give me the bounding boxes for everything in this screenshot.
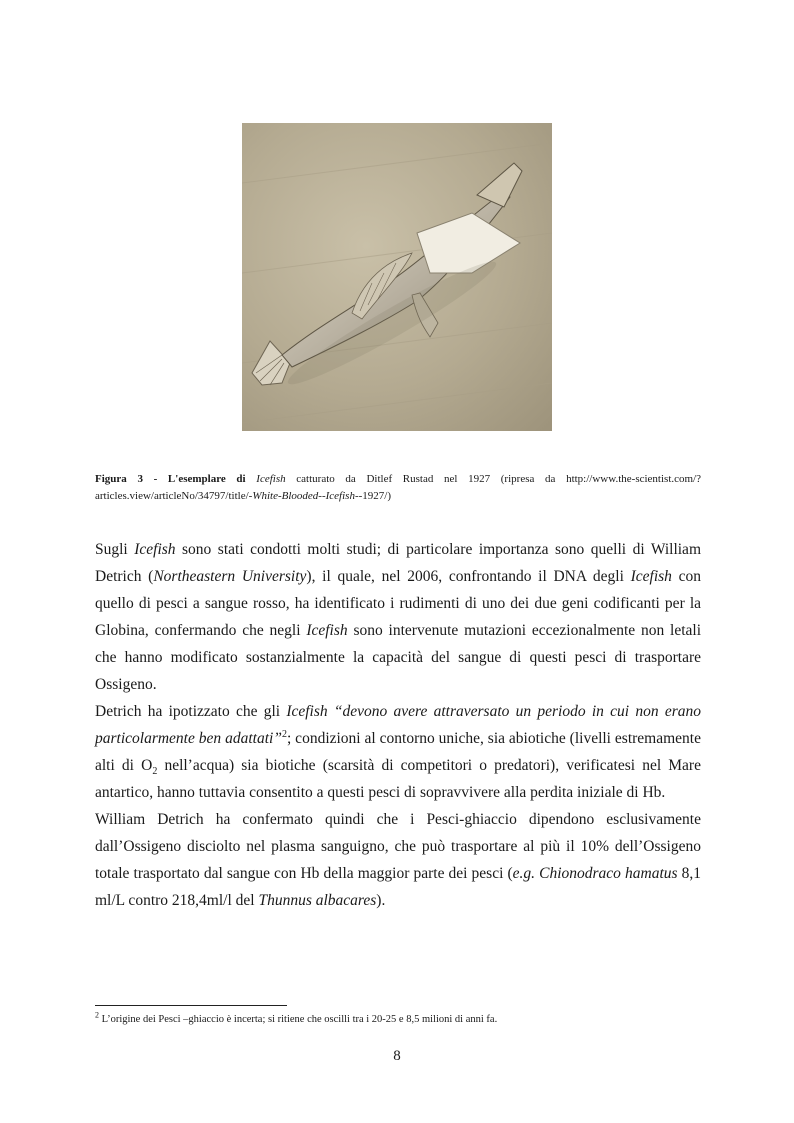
- p3-text-a: William Detrich ha confermato quindi che i Pesci-ghiaccio dipendono esclusivamente dall’Ossigeno disciolto nel plasma sanguigno, che può trasportare al più il 10% dell’Ossigeno totale trasportato dal sangue con Hb della maggior parte dei pesci (: [95, 811, 701, 882]
- footnote-marker: 2: [95, 1010, 99, 1020]
- icefish-photo: [242, 123, 552, 431]
- paragraph-2: [95, 698, 701, 806]
- p2-italic-quote: “devono avere attraversato un periodo in cui non erano particolarmente ben adattati”: [95, 703, 701, 747]
- caption-label: Figura 3 - L'esemplare di: [95, 473, 246, 485]
- p1-text-e: sono intervenute mutazioni eccezionalmente non letali che hanno modificato sostanzialmente la capacità del sangue di questi pesci di trasportare Ossigeno.: [95, 622, 701, 693]
- caption-italic-icefish: Icefish: [256, 473, 286, 485]
- p2-italic-1: Icefish: [286, 703, 328, 720]
- body-text: [95, 536, 701, 914]
- footnote-separator: [95, 1005, 287, 1006]
- p1-italic-1: Icefish: [134, 541, 176, 558]
- p1-italic-2: Northeastern University: [153, 568, 307, 585]
- caption-middle: catturato da Ditlef Rustad nel 1927 (ripresa da http://www.the-scientist.com/?articles.view/articleNo/34797/title/-: [95, 473, 701, 502]
- p3-text-b: 8,1 ml/L contro 218,4ml/l del: [95, 865, 702, 909]
- page-number: 8: [393, 1048, 401, 1064]
- paragraph-1: [95, 536, 701, 698]
- p1-text-a: Sugli: [95, 541, 135, 558]
- p1-italic-4: Icefish: [306, 622, 348, 639]
- p2-subscript: 2: [152, 766, 158, 778]
- p1-text-c: ), il quale, nel 2006, confrontando il DNA degli: [306, 568, 631, 585]
- caption-end: --1927/): [354, 490, 391, 502]
- figure-caption: [95, 471, 701, 505]
- footnote-ref: 2: [281, 728, 287, 740]
- p3-italic-2: Thunnus albacares: [258, 892, 377, 909]
- p1-text-d: con quello di pesci a sangue rosso, ha identificato i rudimenti di uno dei due geni codificanti per la Globina, confermando che negli: [95, 568, 702, 639]
- footnote: [95, 1010, 701, 1027]
- p1-italic-3: Icefish: [630, 568, 672, 585]
- p2-text-a: Detrich ha ipotizzato che gli: [95, 703, 287, 720]
- icefish-illustration: [242, 123, 552, 431]
- p2-text-b: ; condizioni al contorno uniche, sia abiotiche (livelli estremamente alti di O: [95, 730, 701, 774]
- paragraph-3: [95, 806, 701, 914]
- caption-italic-title: White-Blooded--Icefish: [252, 490, 355, 502]
- footnote-text: L’origine dei Pesci –ghiaccio è incerta; si ritiene che oscilli tra i 20-25 e 8,5 milioni di anni fa.: [99, 1014, 498, 1025]
- p2-text-c: nell’acqua) sia biotiche (scarsità di competitori o predatori), verificatesi nel Mare antartico, hanno tuttavia consentito a questi pesci di sopravvivere alla perdita iniziale di Hb.: [95, 757, 701, 801]
- p1-text-b: sono stati condotti molti studi; di particolare importanza sono quelli di William Detrich (: [95, 541, 701, 585]
- p3-text-c: ).: [376, 892, 386, 909]
- p3-italic-1: e.g. Chionodraco hamatus: [512, 865, 678, 882]
